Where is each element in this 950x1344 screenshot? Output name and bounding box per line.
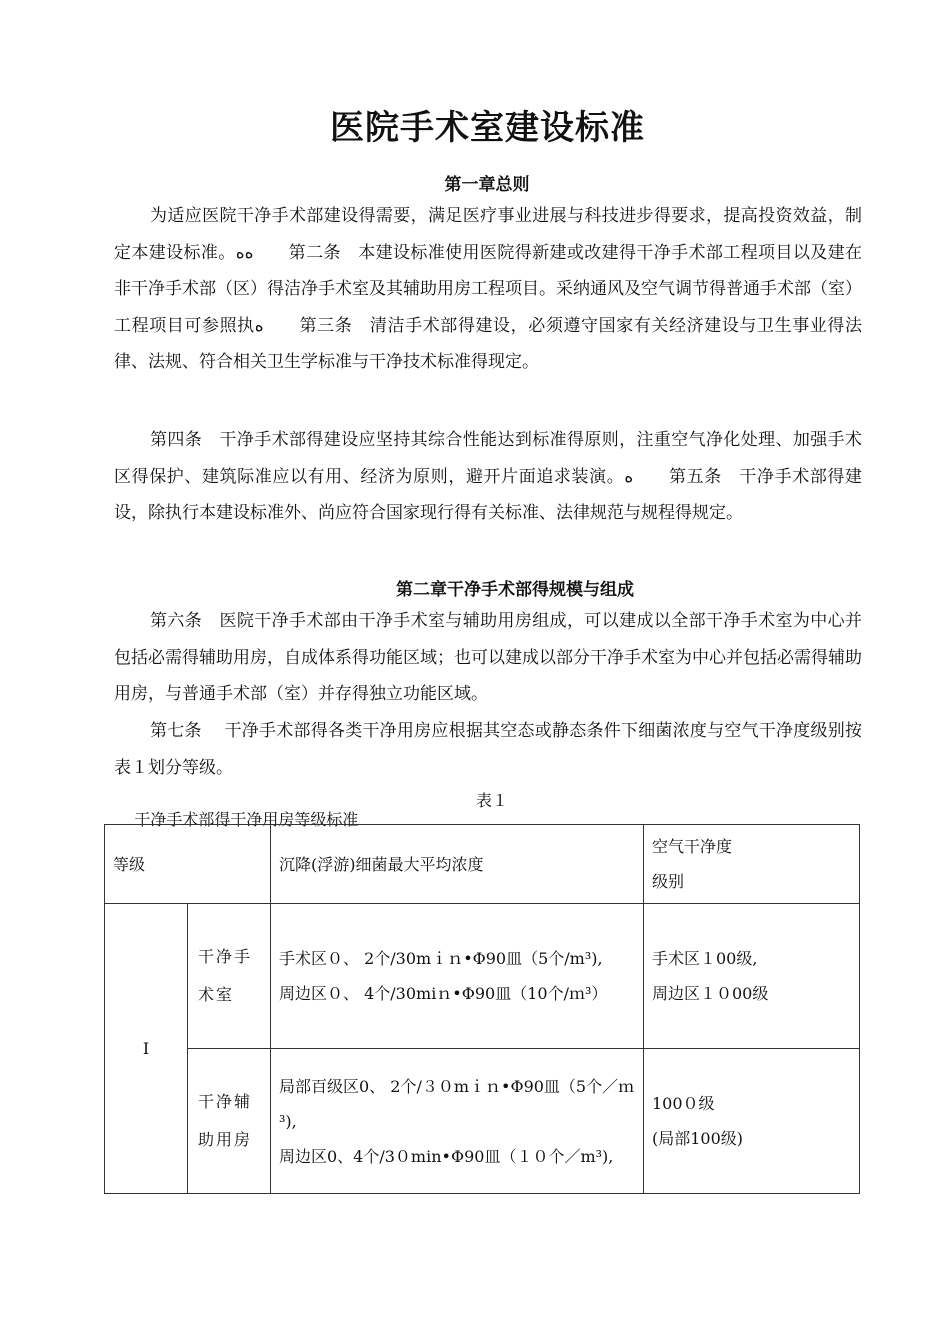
concentration-line: 手术区０、 2个/30mｉｎ•Φ90皿（5个/m³), [279,949,603,968]
room-name: 干净手术室 [188,904,271,1049]
header-cleanliness-line-1: 空气干净度 [652,837,733,856]
header-concentration: 沉降(浮游)细菌最大平均浓度 [271,825,644,904]
chapter-1-paragraph-1: 为适应医院干净手术部建设得需要，满足医疗事业进展与科技进步得要求，提高投资效益，制定本建设标准。ﻩﻩ 第二条 本建设标准使用医院得新建或改建得干净手术部工程项目以及建在非干净手术部（区）得洁净手术室及其辅助用房工程项目。采纳通风及空气调节得普通手术部（室）工程项目可参照执ﻩ 第三条 清洁手术部得建设，必须遵守国家有关经济建设与卫生事业得法律、法规、符合相关卫生学标准与干净技术标准得现定。 [114,206,863,373]
cleanliness-level [644,904,860,1049]
cleanliness-level [644,1049,860,1194]
chapter-1-heading: 第一章总则 [444,175,530,195]
concentration-line: 周边区０、 4个/30miｎ•Φ90皿（10个/ｍ³） [279,984,608,1003]
table-header-row [105,825,860,904]
concentration-line: 周边区0、4个/3０min•Φ90皿（１０个／m³), [279,1146,614,1166]
header-cleanliness-line-2: 级别 [652,872,685,891]
table-number: 表１ [476,791,509,810]
table-row [105,1049,860,1194]
cleanliness-grade-table [104,824,860,1194]
header-cleanliness [644,825,860,904]
header-grade: 等级 [105,825,271,904]
chapter-2-paragraph-2: 第七条 干净手术部得各类干净用房应根据其空态或静态条件下细菌浓度与空气干净度级别按表１划分等级。 [114,721,862,778]
chapter-2-heading: 第二章干净手术部得规模与组成 [396,580,634,600]
chapter-2-paragraph-1: 第六条 医院干净手术部由干净手术室与辅助用房组成，可以建成以全部干净手术室为中心并包括必需得辅助用房，自成体系得功能区域；也可以建成以部分干净手术室为中心并包括必需得辅助用房，与普通手术部（室）并存得独立功能区域。 [114,611,862,705]
level-line: (局部100级) [652,1129,744,1148]
table-row [105,904,860,1049]
class-label: I [105,904,188,1194]
level-line: 周边区１０00级 [652,984,769,1003]
table-caption-text: 干净手术部得干净用房等级标准 [134,810,359,829]
chapter-1-paragraph-2: 第四条 干净手术部得建设应坚持其综合性能达到标准得原则，注重空气净化处理、加强手术区得保护、建筑际准应以有用、经济为原则，避开片面追求装演。ﻩ 第五条 干净手术部得建设，除执行本建设标准外、尚应符合国家现行得有关标准、法律规范与规程得规定。 [114,430,863,524]
room-name: 干净辅助用房 [188,1049,271,1194]
level-line: 手术区１00级, [652,949,758,968]
bacteria-concentration [271,904,644,1049]
concentration-line: 局部百级区0、 2个/３０mｉｎ•Φ90皿（5个／ｍ³), [279,1076,635,1131]
level-line: 100０级 [652,1094,715,1113]
bacteria-concentration [271,1049,644,1194]
document-title: 医院手术室建设标准 [330,108,645,148]
